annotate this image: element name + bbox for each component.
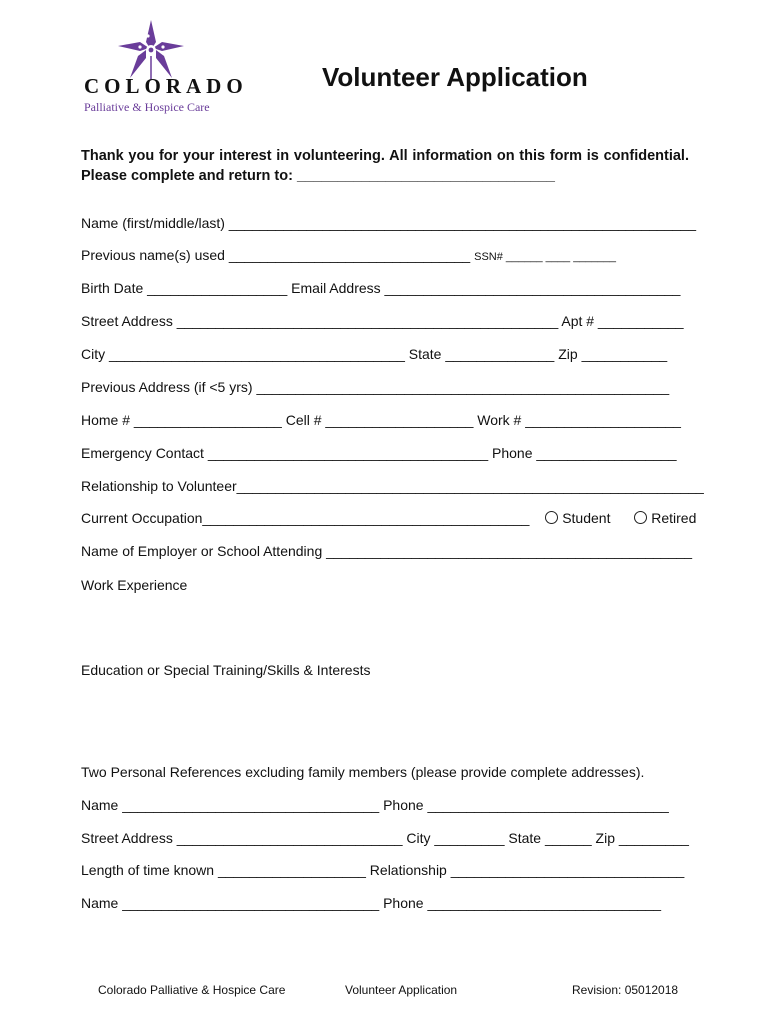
logo-wordmark: COLORADO (84, 74, 248, 98)
employer-field[interactable]: Name of Employer or School Attending _______________________________________________ (81, 543, 693, 559)
phone-numbers-field[interactable]: Home # ___________________ Cell # ___________________ Work # ____________________ (81, 412, 681, 428)
birth-email-field[interactable]: Birth Date __________________ Email Address ______________________________________ (81, 280, 681, 296)
name-field[interactable]: Name (first/middle/last) ____________________________________________________________ (81, 215, 696, 231)
relationship-field[interactable]: Relationship to Volunteer____________________________________________________________ (81, 478, 704, 494)
retired-label: Retired (651, 510, 697, 526)
education-label: Education or Special Training/Skills & Interests (81, 662, 371, 678)
references-heading: Two Personal References excluding family members (please provide complete addresses). (81, 764, 645, 780)
work-experience-label: Work Experience (81, 577, 188, 593)
occupation-row[interactable] (81, 510, 696, 526)
ssn-field[interactable]: SSN# ______ ____ _______ (474, 251, 617, 263)
logo-subtitle: Palliative & Hospice Care (84, 100, 210, 114)
star-flower-icon (118, 20, 184, 80)
previous-names-label: Previous name(s) used (81, 247, 229, 263)
reference-2-name-field[interactable]: Name _________________________________ Phone ______________________________ (81, 895, 662, 911)
city-state-zip-field[interactable]: City ______________________________________ State ______________ Zip ___________ (81, 346, 668, 362)
organization-logo (78, 18, 248, 114)
intro-text[interactable]: Thank you for your interest in volunteering. All information on this form is confidential. Please complete and return to: ________________________________ (81, 148, 689, 184)
page-title: Volunteer Application (322, 62, 588, 92)
previous-names-blank[interactable]: _______________________________ (228, 247, 475, 263)
footer-organization: Colorado Palliative & Hospice Care (98, 983, 286, 997)
previous-names-row[interactable] (81, 247, 616, 263)
reference-1-name-field[interactable]: Name _________________________________ Phone _______________________________ (81, 797, 669, 813)
student-radio[interactable] (545, 511, 558, 524)
retired-radio[interactable] (634, 511, 647, 524)
student-label: Student (562, 510, 611, 526)
street-field[interactable]: Street Address _________________________________________________ Apt # ___________ (81, 313, 684, 329)
reference-1-address-field[interactable]: Street Address _____________________________ City _________ State ______ Zip _________ (81, 830, 689, 846)
occupation-field[interactable]: Current Occupation__________________________________________ (81, 510, 534, 526)
footer-revision: Revision: 05012018 (572, 983, 679, 997)
footer-document: Volunteer Application (345, 983, 458, 997)
reference-1-length-field[interactable]: Length of time known ___________________ Relationship ______________________________ (81, 862, 685, 878)
previous-address-field[interactable]: Previous Address (if <5 yrs) _____________________________________________________ (81, 379, 670, 395)
emergency-contact-field[interactable]: Emergency Contact ____________________________________ Phone __________________ (81, 445, 677, 461)
